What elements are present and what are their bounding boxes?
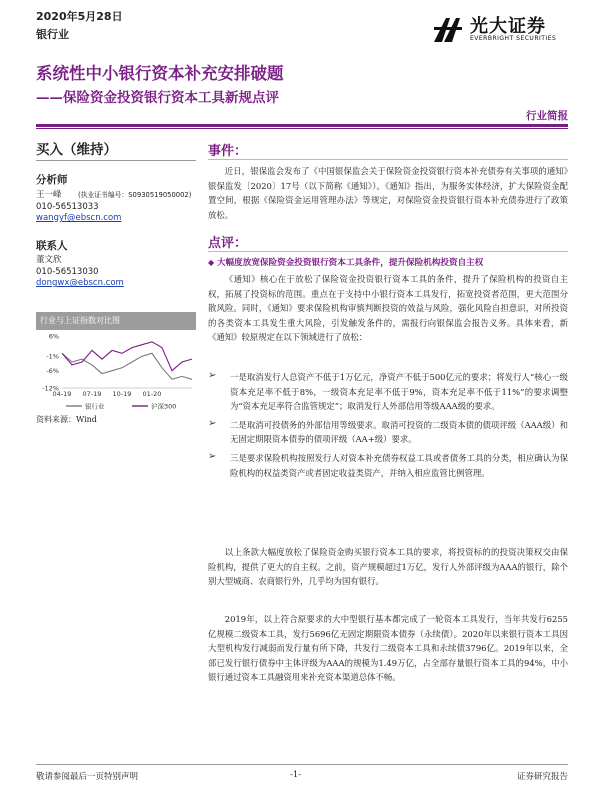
comment-divider xyxy=(208,251,568,252)
logo-mark-icon xyxy=(432,16,462,44)
analyst-email-link[interactable]: wangyf@ebscn.com xyxy=(36,213,122,223)
analysis-paragraph-1: 以上条款大幅度放松了保险资金购买银行资本工具的要求，将投资标的的投资决策权交由保险机构，提供了更大的自主权。之前，资产规模超过1万亿，发行人外部评级为AAA的银行，除个别大型城商、农商银行外，几乎均为国有银行。 xyxy=(208,547,568,587)
event-divider xyxy=(208,159,568,160)
contact-phone: 010-56513030 xyxy=(36,267,99,277)
page-number: -1- xyxy=(290,770,302,780)
chart-title: 行业与上证指数对比图 xyxy=(36,312,196,330)
contact-name: 董文欣 xyxy=(36,255,62,265)
footer-disclaimer: 敬请参阅最后一页特别声明 xyxy=(36,772,139,782)
legend-label: 沪深300 xyxy=(151,402,177,411)
chart-source: 资料来源：Wind xyxy=(36,415,97,424)
bullet-text: 一是取消发行人总资产不低于1万亿元，净资产不低于500亿元的要求；将发行人“核心一级资本充足率不低于8%，一级资本充足率不低于9%，资本充足率不低于11%”的要求调整为“资本充足率符合监管规定”；取消发行人外部信用等级AAA级的要求。 xyxy=(230,372,568,412)
y-tick-label: 6% xyxy=(48,332,59,341)
sector-vs-index-chart xyxy=(36,330,196,412)
comment-heading: 点评： xyxy=(208,236,248,251)
x-tick-label: 01-20 xyxy=(142,390,162,398)
bullet-item xyxy=(208,418,568,447)
bullet-text: 二是取消可投债务的外部信用等级要求。取消可投资的二级资本债的债项评级（AAA级）和无固定期限资本债券的债项评级（AA+级）要求。 xyxy=(230,419,568,445)
bullet-item xyxy=(208,370,568,414)
contact-email-link[interactable]: dongwx@ebscn.com xyxy=(36,278,124,288)
diamond-bullet-icon: ◆ xyxy=(208,257,217,267)
contact-heading: 联系人 xyxy=(36,240,68,252)
series-line-0 xyxy=(62,353,192,379)
arrow-bullet-icon: ➢ xyxy=(208,370,217,381)
analyst-cert: (执业证书编号：S0930519050002) xyxy=(78,191,192,199)
report-date: 2020年5月28日 xyxy=(36,10,123,23)
logo-english-name: EVERBRIGHT SECURITIES xyxy=(470,35,557,42)
rating: 买入（维持） xyxy=(36,142,117,158)
x-tick-label: 07-19 xyxy=(82,390,102,398)
y-tick-label: -12% xyxy=(42,384,59,393)
footer-divider xyxy=(36,764,568,765)
sector-label: 银行业 xyxy=(36,28,69,41)
footer-report-type: 证券研究报告 xyxy=(516,772,568,782)
event-heading: 事件： xyxy=(208,144,248,159)
y-tick-label: -1% xyxy=(46,352,59,361)
series-line-1 xyxy=(62,342,192,371)
legend-label: 银行业 xyxy=(85,402,105,411)
title-divider xyxy=(36,124,568,127)
title-divider-thin xyxy=(36,128,568,129)
x-tick-label: 04-19 xyxy=(52,390,72,398)
bullet-list xyxy=(208,370,568,480)
report-subtitle: ——保险资金投资银行资本工具新规点评 xyxy=(36,90,279,106)
analyst-heading: 分析师 xyxy=(36,174,68,186)
sidebar-divider xyxy=(36,160,196,161)
key-point-title: 大幅度放宽保险资金投资银行资本工具条件，提升保险机构投资自主权 xyxy=(216,258,484,268)
key-point-heading xyxy=(208,256,568,268)
analyst-phone: 010-56513033 xyxy=(36,202,99,212)
y-tick-label: -6% xyxy=(46,367,59,376)
analysis-paragraph-2: 2019年，以上符合原要求的大中型银行基本都完成了一轮资本工具发行，当年共发行6255亿规模二级资本工具，发行5696亿无固定期限资本债券（永续债）。2020年以来银行资本工具因大型机构发行减弱而发行量有所下降，共发行二级资本工具和永续债3796亿。2019年以来，全部已发行银行债券中主体评级为AAA的规模为1.49万亿，占全部存量银行资本工具的94%，中小银行通过资本工具融资用来补充资本渠道总体不畅。 xyxy=(208,614,568,683)
arrow-bullet-icon: ➢ xyxy=(208,417,217,429)
bullet-text: 三是要求保险机构按照发行人对资本补充债券权益工具或者债务工具的分类，相应确认为保险机构的权益类资产或者固定收益类资产，并纳入相应监管比例管理。 xyxy=(230,452,568,478)
bullet-item xyxy=(208,451,568,480)
key-point-paragraph: 《通知》核心在于放松了保险资金投资银行资本工具的条件，提升了保险机构的投资自主权，拓展了投资标的范围。重点在于支持中小银行资本工具发行，拓宽投资者范围，更大范围分散风险。同时，《通知》要求保险机构审慎判断投资的效益与风险，强化风险自担意识，对所投资的各类资本工具发生重大风险，引发触发条件的，需报行向银保监会报告义务。具体来看，新《通知》较原规定在以下领域进行了放松： xyxy=(208,274,568,343)
document-type: 行业简报 xyxy=(526,110,568,122)
logo-chinese-name: 光大证券 xyxy=(470,16,546,37)
analyst-name: 王一峰 xyxy=(36,190,62,200)
arrow-bullet-icon: ➢ xyxy=(208,450,217,462)
report-title: 系统性中小银行资本补充安排破题 xyxy=(36,64,284,83)
event-paragraph: 近日，银保监会发布了《中国银保监会关于保险资金投资银行资本补充债券有关事项的通知》银保监发〔2020〕17号（以下简称《通知》）。《通知》指出，为服务实体经济，扩大保险资金配置空间，根据《保险资金运用管理办法》等规定，对保险资金投资银行资本补充债券进行了政策放松。 xyxy=(208,166,568,220)
x-tick-label: 10-19 xyxy=(112,390,132,398)
